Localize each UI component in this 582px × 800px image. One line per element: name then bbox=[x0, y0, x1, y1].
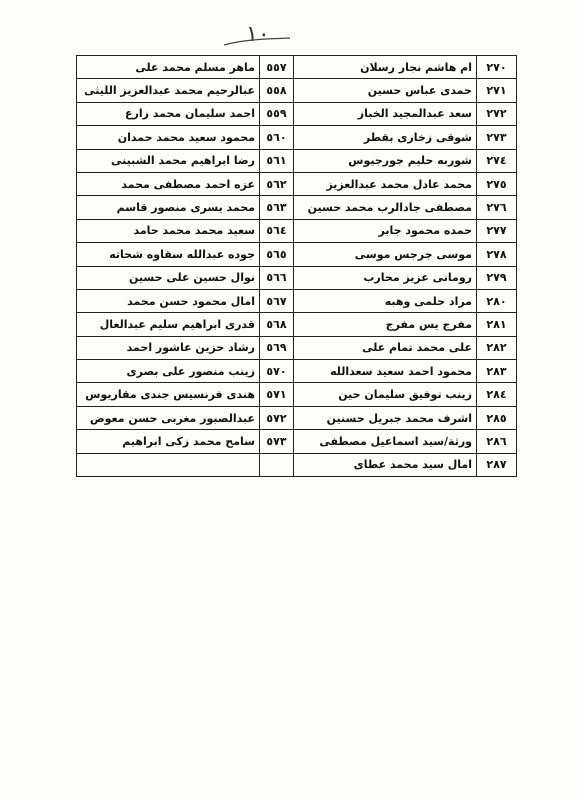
table-row bbox=[77, 172, 517, 195]
right-number-cell: ٢٧٣ bbox=[477, 126, 517, 149]
right-name-cell: مراد حلمى وهبه bbox=[294, 289, 477, 312]
table-row bbox=[77, 219, 517, 242]
left-name-cell: ماهر مسلم محمد على bbox=[77, 56, 260, 79]
left-name-cell: هندى فرنسيس جندى مقاريوس bbox=[77, 383, 260, 406]
page-number: ١٠ bbox=[246, 22, 270, 47]
left-name-cell: عبالرحيم محمد عبدالعزيز الليثى bbox=[77, 79, 260, 102]
right-name-cell: مفرج يس مفرج bbox=[294, 313, 477, 336]
left-name-cell: احمد سليمان محمد زارع bbox=[77, 102, 260, 125]
right-name-cell: اشرف محمد جبريل حسنين bbox=[294, 406, 477, 429]
right-number-cell: ٢٧٧ bbox=[477, 219, 517, 242]
table-row bbox=[77, 149, 517, 172]
table-row bbox=[77, 196, 517, 219]
right-name-cell: على محمد تمام على bbox=[294, 336, 477, 359]
left-number-cell: ٥٦٠ bbox=[260, 126, 294, 149]
left-name-cell: عزه احمد مصطفى محمد bbox=[77, 172, 260, 195]
right-name-cell: مصطفى جادالرب محمد حسين bbox=[294, 196, 477, 219]
right-number-cell: ٢٨١ bbox=[477, 313, 517, 336]
right-number-cell: ٢٧١ bbox=[477, 79, 517, 102]
left-name-cell: زينب منصور على بصرى bbox=[77, 360, 260, 383]
left-number-cell: ٥٧٢ bbox=[260, 406, 294, 429]
right-name-cell: حمده محمود جابر bbox=[294, 219, 477, 242]
table-row bbox=[77, 56, 517, 79]
left-number-cell: ٥٦٦ bbox=[260, 266, 294, 289]
left-name-cell: محمود سعيد محمد حمدان bbox=[77, 126, 260, 149]
left-name-cell: جوده عبدالله سقاوه شحاته bbox=[77, 243, 260, 266]
left-name-cell: رشاد حزين عاشور احمد bbox=[77, 336, 260, 359]
right-number-cell: ٢٨٥ bbox=[477, 406, 517, 429]
left-number-cell: ٥٥٧ bbox=[260, 56, 294, 79]
left-name-cell: نوال حسين على حسين bbox=[77, 266, 260, 289]
right-name-cell: شوربه حليم جورجيوس bbox=[294, 149, 477, 172]
table-row bbox=[77, 430, 517, 453]
table-row bbox=[77, 313, 517, 336]
left-number-cell bbox=[260, 453, 294, 476]
right-name-cell: حمدى عباس حسين bbox=[294, 79, 477, 102]
right-number-cell: ٢٧٨ bbox=[477, 243, 517, 266]
left-name-cell: قدرى ابراهيم سليم عبدالعال bbox=[77, 313, 260, 336]
right-number-cell: ٢٨٧ bbox=[477, 453, 517, 476]
right-name-cell: محمد عادل محمد عبدالعزيز bbox=[294, 172, 477, 195]
left-number-cell: ٥٦٤ bbox=[260, 219, 294, 242]
right-number-cell: ٢٨٢ bbox=[477, 336, 517, 359]
table-row bbox=[77, 406, 517, 429]
left-number-cell: ٥٦١ bbox=[260, 149, 294, 172]
right-number-cell: ٢٨٦ bbox=[477, 430, 517, 453]
left-number-cell: ٥٦٩ bbox=[260, 336, 294, 359]
right-name-cell: محمود احمد سعيد سعدالله bbox=[294, 360, 477, 383]
right-number-cell: ٢٨٠ bbox=[477, 289, 517, 312]
right-number-cell: ٢٧٤ bbox=[477, 149, 517, 172]
left-number-cell: ٥٦٣ bbox=[260, 196, 294, 219]
right-name-cell: امال سيد محمد عطاى bbox=[294, 453, 477, 476]
right-number-cell: ٢٧٩ bbox=[477, 266, 517, 289]
right-name-cell: موسى جرجس موسى bbox=[294, 243, 477, 266]
left-number-cell: ٥٥٨ bbox=[260, 79, 294, 102]
table-row bbox=[77, 79, 517, 102]
left-name-cell: سعيد محمد محمد حامد bbox=[77, 219, 260, 242]
left-number-cell: ٥٧٣ bbox=[260, 430, 294, 453]
left-number-cell: ٥٧٠ bbox=[260, 360, 294, 383]
right-number-cell: ٢٧٦ bbox=[477, 196, 517, 219]
right-name-cell: رومانى عزيز محارب bbox=[294, 266, 477, 289]
names-table bbox=[76, 55, 517, 477]
table-row bbox=[77, 336, 517, 359]
table-row bbox=[77, 360, 517, 383]
right-number-cell: ٢٧٥ bbox=[477, 172, 517, 195]
left-name-cell: محمد يسرى منصور قاسم bbox=[77, 196, 260, 219]
table-row bbox=[77, 453, 517, 476]
right-name-cell: سعد عبدالمجيد الخباز bbox=[294, 102, 477, 125]
right-name-cell: ورثة/سيد اسماعيل مصطفى bbox=[294, 430, 477, 453]
right-number-cell: ٢٨٤ bbox=[477, 383, 517, 406]
left-name-cell bbox=[77, 453, 260, 476]
left-number-cell: ٥٧١ bbox=[260, 383, 294, 406]
right-name-cell: زينب توفيق سليمان حين bbox=[294, 383, 477, 406]
left-name-cell: امال محمود حسن محمد bbox=[77, 289, 260, 312]
right-number-cell: ٢٧٢ bbox=[477, 102, 517, 125]
right-number-cell: ٢٧٠ bbox=[477, 56, 517, 79]
table-row bbox=[77, 266, 517, 289]
right-name-cell: شوقى زخارى بقطر bbox=[294, 126, 477, 149]
table-row bbox=[77, 102, 517, 125]
table-row bbox=[77, 289, 517, 312]
left-number-cell: ٥٦٨ bbox=[260, 313, 294, 336]
table-row bbox=[77, 126, 517, 149]
right-number-cell: ٢٨٣ bbox=[477, 360, 517, 383]
table-row bbox=[77, 383, 517, 406]
left-name-cell: عبدالصبور مغربى حسن معوض bbox=[77, 406, 260, 429]
left-number-cell: ٥٦٧ bbox=[260, 289, 294, 312]
left-name-cell: سامح محمد زكى ابراهيم bbox=[77, 430, 260, 453]
table-row bbox=[77, 243, 517, 266]
left-number-cell: ٥٦٥ bbox=[260, 243, 294, 266]
left-number-cell: ٥٦٢ bbox=[260, 172, 294, 195]
left-name-cell: رضا ابراهيم محمد الشبينى bbox=[77, 149, 260, 172]
right-name-cell: ام هاشم نجار رسلان bbox=[294, 56, 477, 79]
page-number-underline bbox=[222, 36, 292, 48]
left-number-cell: ٥٥٩ bbox=[260, 102, 294, 125]
